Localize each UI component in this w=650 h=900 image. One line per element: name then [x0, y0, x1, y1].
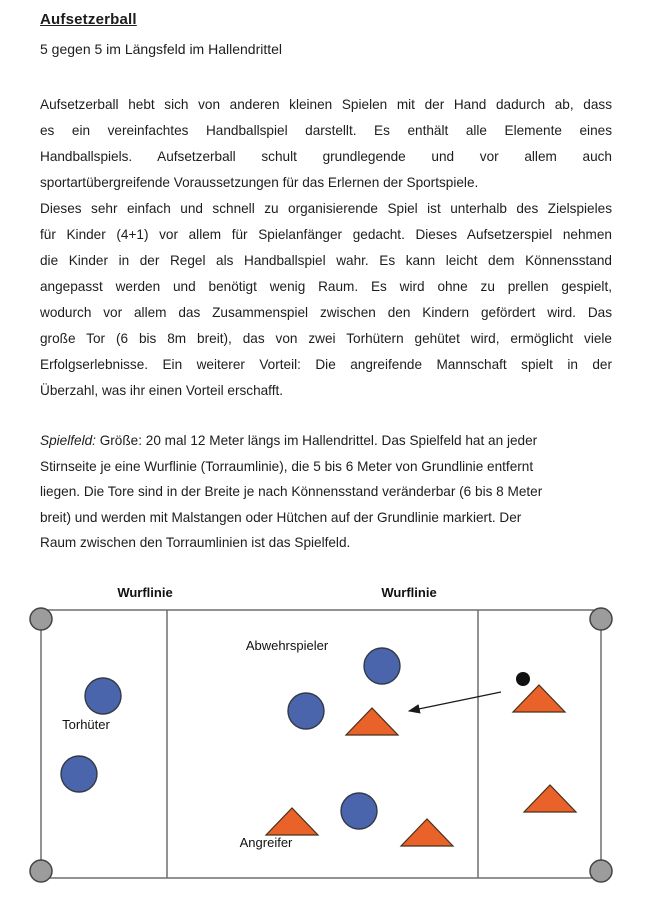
- ball-dot: [516, 672, 530, 686]
- text-line: große Tor (6 bis 8m breit), das von zwei Torhütern gehütet wird, ermöglicht viele: [40, 331, 612, 346]
- attacker-triangle: [513, 685, 565, 712]
- defender-circle: [85, 678, 121, 714]
- diagram-label: Abwehrspieler: [245, 638, 329, 653]
- attacker-triangle: [524, 785, 576, 812]
- defender-circle: [364, 648, 400, 684]
- text-line-rest: Größe: 20 mal 12 Meter längs im Hallendrittel. Das Spielfeld hat an jeder: [95, 433, 538, 448]
- text-line: die Kinder in der Regel als Handballspiel wahr. Es kann leicht dem Könnensstand: [40, 253, 612, 268]
- defender-circle: [61, 756, 97, 792]
- text-line: für Kinder (4+1) vor allem für Spielanfänger gedacht. Dieses Aufsetzerspiel nehmen: [40, 227, 612, 242]
- text-line: sportartübergreifende Voraussetzungen für das Erlernen der Sportspiele.: [40, 175, 479, 190]
- diagram-label: Torhüter: [62, 717, 110, 732]
- diagram-label: Angreifer: [239, 835, 293, 850]
- spielfeld-lead-italic: Spielfeld:: [40, 433, 96, 448]
- diagram-label: Wurflinie: [381, 585, 437, 600]
- text-line: breit) und werden mit Malstangen oder Hütchen auf der Grundlinie markiert. Der: [40, 509, 522, 525]
- document-subtitle: 5 gegen 5 im Längsfeld im Hallendrittel: [40, 41, 283, 57]
- text-line: Handballspiels. Aufsetzerball schult grundlegende und vor allem auch: [40, 149, 612, 164]
- document-title: Aufsetzerball: [40, 11, 137, 28]
- text-line: Raum zwischen den Torraumlinien ist das Spielfeld.: [40, 535, 351, 551]
- text-line: Aufsetzerball hebt sich von anderen kleinen Spielen mit der Hand dadurch ab, dass: [40, 97, 612, 112]
- text-line: liegen. Die Tore sind in der Breite je nach Könnensstand veränderbar (6 bis 8 Meter: [40, 484, 543, 500]
- defender-circle: [341, 793, 377, 829]
- attacker-triangle: [401, 819, 453, 846]
- attacker-triangle: [266, 808, 318, 835]
- goal-post-marker: [590, 608, 612, 630]
- text-line: Überzahl, was ihr einen Vorteil erschafft.: [40, 383, 284, 398]
- defender-circle: [288, 693, 324, 729]
- goal-post-marker: [30, 860, 52, 882]
- text-line: Dieses sehr einfach und schnell zu organisierende Spiel ist unterhalb des Zielspieles: [40, 201, 612, 216]
- pass-arrow: [409, 692, 501, 711]
- text-line: Stirnseite je eine Wurflinie (Torraumlinie), die 5 bis 6 Meter von Grundlinie entfernt: [40, 458, 534, 474]
- attacker-triangle: [346, 708, 398, 735]
- text-line: es ein vereinfachtes Handballspiel darstellt. Es enthält alle Elemente eines: [40, 123, 612, 138]
- goal-post-marker: [30, 608, 52, 630]
- text-line: wodurch vor allem das Zusammenspiel zwischen den Kindern gefördert wird. Das: [40, 305, 612, 320]
- diagram-label: Wurflinie: [117, 585, 173, 600]
- text-line: Erfolgserlebnisse. Ein weiterer Vorteil: Die angreifende Mannschaft spielt in der: [40, 357, 612, 372]
- text-line: angepasst werden und benötigt wenig Raum. Es wird ohne zu prellen gespielt,: [40, 279, 612, 294]
- goal-post-marker: [590, 860, 612, 882]
